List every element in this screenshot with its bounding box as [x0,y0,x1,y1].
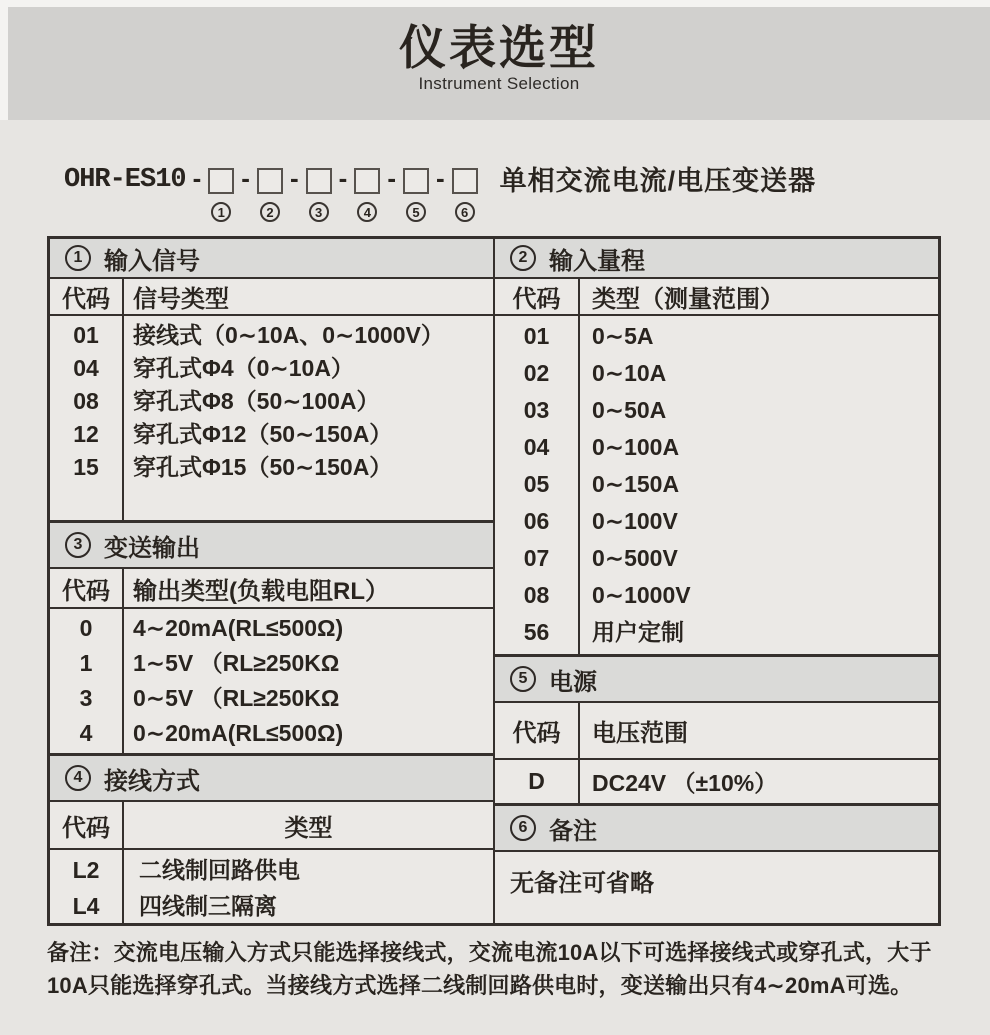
type-cell: 穿孔式Φ4（0∼10A） [133,355,354,381]
model-slot-box [306,168,332,194]
code-column-header: 代码 [50,802,124,848]
model-slot-4 [354,168,380,222]
section-2-column-headers [495,277,938,314]
section-1-rows [50,314,493,520]
type-cell: 0∼20mA(RL≤500Ω) [133,720,344,746]
code-cell: 02 [523,360,550,386]
model-slot-box [403,168,429,194]
type-column-header: 类型（测量范围） [592,286,784,313]
circled-number-icon: 3 [65,532,91,558]
circled-number-icon: 4 [65,765,91,791]
model-slot-1 [208,168,234,222]
type-cell: 0∼5A [592,323,654,349]
type-column [580,316,938,654]
code-cell: 1 [79,650,93,676]
code-cell: 3 [79,685,93,711]
section-6-title: 备注 [549,817,597,845]
section-5-row [495,758,938,803]
dash-separator: - [387,163,396,193]
code-cell: 08 [73,388,99,414]
code-column-header: 代码 [495,279,580,314]
type-cell: 0∼5V （RL≥250KΩ [133,685,340,711]
code-cell: 01 [73,322,99,348]
model-slot-2 [257,168,283,222]
page-title: 仪表选型 [399,21,599,74]
dash-separator: - [192,163,202,193]
circled-number-icon: 3 [309,202,329,222]
page-subtitle: Instrument Selection [418,74,580,93]
code-cell: 56 [523,619,550,645]
code-cell: L2 [72,857,100,883]
section-3-header [50,520,493,567]
circled-number-icon: 6 [510,815,536,841]
model-description: 单相交流电流/电压变送器 [499,166,817,196]
code-cell: 15 [73,454,99,480]
section-2-title: 输入量程 [549,247,645,275]
page-header [0,0,990,120]
code-cell: 04 [523,434,550,460]
section-2-rows [495,314,938,654]
type-cell: DC24V （±10%） [592,770,778,796]
dash-separator: - [338,163,348,193]
type-cell: 用户定制 [592,619,684,645]
circled-number-icon: 6 [455,202,475,222]
type-column [124,316,493,520]
code-column-header: 代码 [50,279,124,314]
section-5-column-headers [495,701,938,758]
model-slot-box [208,168,234,194]
type-column-header: 电压范围 [592,720,688,747]
section-6-note: 无备注可省略 [495,850,938,923]
type-cell: 接线式（0∼10A、0∼1000V） [133,322,444,348]
type-cell: 穿孔式Φ15（50∼150A） [133,454,393,480]
model-slot-box [257,168,283,194]
section-2-header [495,239,938,277]
code-cell: 05 [523,471,550,497]
footnote-text: 备注：交流电压输入方式只能选择接线式，交流电流10A以下可选择接线式或穿孔式，大于10A只能选择穿孔式。当接线方式选择二线制回路供电时，变送输出只有4∼20mA可选。 [47,940,932,998]
section-3-title: 变送输出 [104,534,200,562]
circled-number-icon: 2 [260,202,280,222]
type-column-header: 信号类型 [133,286,229,313]
section-5-title: 电源 [549,668,597,696]
model-slot-3 [306,168,332,222]
circled-number-icon: 5 [510,666,536,692]
type-cell: 0∼100V [592,508,678,534]
section-1-title: 输入信号 [104,247,200,275]
type-cell: 0∼100A [592,434,680,460]
code-column [495,316,580,654]
title-band [8,7,990,120]
type-cell: 0∼1000V [592,582,691,608]
circled-number-icon: 5 [406,202,426,222]
code-cell: 06 [523,508,550,534]
code-cell: 08 [523,582,550,608]
type-cell: 0∼500V [592,545,678,571]
model-slot-6 [452,168,478,222]
selection-table [47,236,941,926]
type-column [124,850,493,924]
section-1-header [50,239,493,277]
code-cell: 04 [73,355,99,381]
type-cell: 0∼10A [592,360,667,386]
section-3-rows [50,607,493,753]
table-column-left [50,239,495,923]
section-4-title: 接线方式 [104,767,200,795]
circled-number-icon: 2 [510,245,536,271]
type-cell: 4∼20mA(RL≤500Ω) [133,615,344,641]
section-4-rows [50,848,493,924]
code-column [50,316,124,520]
table-column-right [495,239,938,923]
type-cell: 穿孔式Φ12（50∼150A） [133,421,393,447]
code-column-header: 代码 [495,703,580,758]
dash-separator: - [289,163,299,193]
type-cell: 二线制回路供电 [139,857,300,883]
circled-number-icon: 1 [211,202,231,222]
code-cell: L4 [72,893,100,919]
type-column-header: 输出类型(负载电阻RL） [133,577,389,605]
code-column [50,850,124,924]
code-cell: 03 [523,397,550,423]
code-column [50,609,124,753]
circled-number-icon: 4 [357,202,377,222]
code-cell: 0 [79,615,93,641]
model-prefix: OHR-ES10 [64,165,186,195]
code-cell: 4 [79,720,93,746]
code-cell: D [495,760,580,803]
type-cell: 0∼50A [592,397,667,423]
model-code-row [64,163,990,222]
section-4-header [50,753,493,800]
code-cell: 12 [73,421,99,447]
section-5-header [495,654,938,701]
code-cell: 07 [523,545,550,571]
section-3-column-headers [50,567,493,607]
dash-separator: - [435,163,445,193]
section-1-column-headers [50,277,493,314]
type-cell: 0∼150A [592,471,680,497]
model-slot-5 [403,168,429,222]
circled-number-icon: 1 [65,245,91,271]
model-slot-box [354,168,380,194]
type-cell: 四线制三隔离 [139,893,277,919]
type-column-header: 类型 [284,814,333,842]
section-6-header [495,803,938,850]
code-column-header: 代码 [50,569,124,607]
code-cell: 01 [523,323,550,349]
section-4-column-headers [50,800,493,848]
type-column [124,609,493,753]
dash-separator: - [241,163,250,193]
type-cell: 穿孔式Φ8（50∼100A） [133,388,380,414]
type-cell: 1∼5V （RL≥250KΩ [133,650,340,676]
model-slot-box [452,168,478,194]
